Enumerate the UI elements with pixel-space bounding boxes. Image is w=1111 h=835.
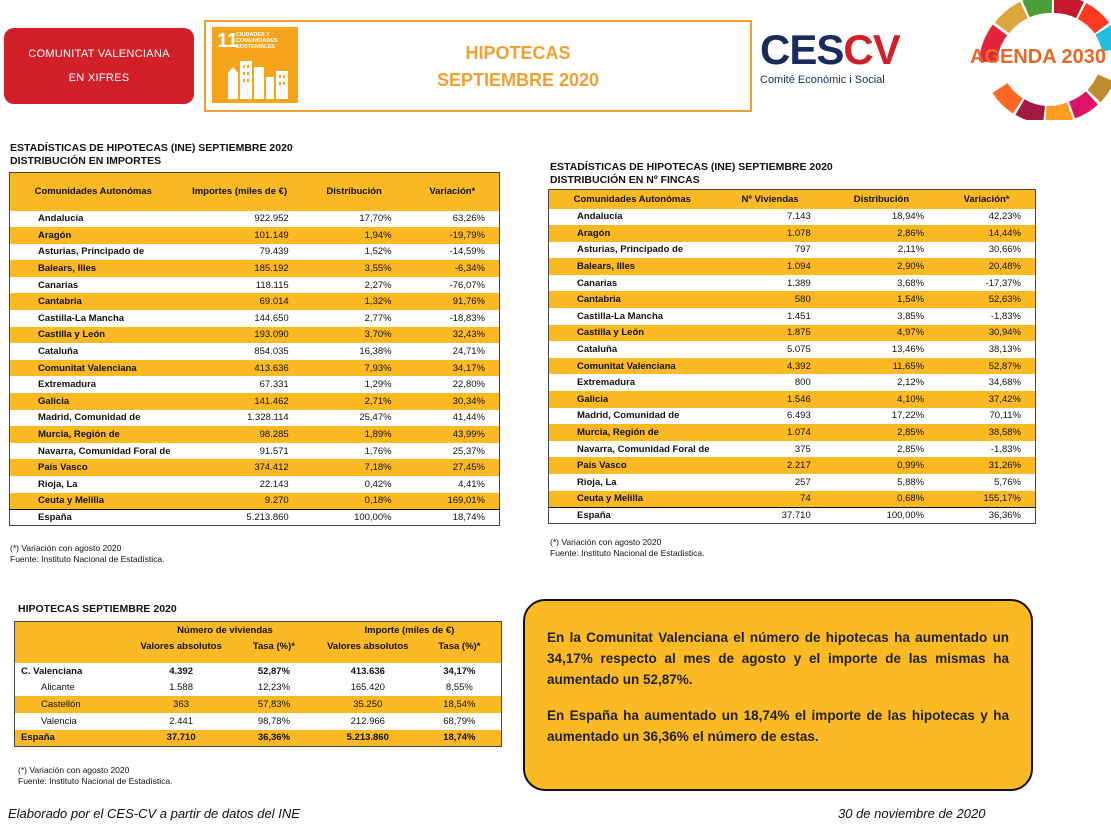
table-row <box>549 491 1036 508</box>
cv-cell: 35.250 <box>318 696 418 713</box>
cv-cell: 12,23% <box>257 682 291 694</box>
fincas-cell: 257 <box>794 476 811 488</box>
importes-header-3: Variación* <box>406 173 500 211</box>
cv-cell: Valencia <box>41 715 77 727</box>
fincas-cell: 37.710 <box>716 507 825 524</box>
fincas-cell: Navarra, Comunidad Foral de <box>577 443 710 455</box>
table-row <box>549 308 1036 325</box>
cv-header-blank <box>15 622 133 639</box>
table-row <box>10 493 500 510</box>
fincas-cell: 74 <box>716 491 825 508</box>
table-row <box>15 730 502 747</box>
importes-header-1: Importes (miles de €) <box>177 173 303 211</box>
importes-cell: Balears, Illes <box>10 260 177 277</box>
importes-cell: 4,41% <box>458 478 485 490</box>
importes-cell: 169,01% <box>406 493 500 510</box>
cv-cell: 5.213.860 <box>318 730 418 747</box>
fincas-header-2: Distribución <box>825 190 938 209</box>
cv-cell: España <box>15 730 133 747</box>
cv-cell: 4.392 <box>169 665 193 677</box>
table-row <box>10 376 500 393</box>
table-row <box>549 258 1036 275</box>
importes-cell: Andalucía <box>38 213 84 225</box>
importes-cell: 69.014 <box>177 293 303 310</box>
table-row <box>549 225 1036 242</box>
summary-paragraph-1: En la Comunitat Valenciana el número de hipotecas ha aumentado un 34,17% respecto al mes de agosto y el importe de las mismas ha aumentado un 52,87%. <box>547 630 1009 687</box>
importes-cell: Canarias <box>38 279 79 291</box>
fincas-cell: Madrid, Comunidad de <box>577 410 680 422</box>
summary-paragraph-2: En España ha aumentado un 18,74% el importe de las hipotecas y ha aumentado un 36,36% el número de estas. <box>547 708 1009 744</box>
fincas-note2: Fuente: Instituto Nacional de Estadística. <box>550 548 705 558</box>
importes-cell: 1,29% <box>364 379 392 391</box>
importes-cell: 185.192 <box>177 260 303 277</box>
cv-cell: 18,54% <box>418 696 502 713</box>
fincas-cell: 18,94% <box>891 211 925 223</box>
fincas-cell: 52,87% <box>938 358 1035 375</box>
table-row <box>549 291 1036 308</box>
fincas-cell: 42,23% <box>988 211 1021 223</box>
cv-note2: Fuente: Instituto Nacional de Estadística. <box>18 776 173 786</box>
fincas-cell: 4,10% <box>825 391 938 408</box>
cv-group1-header: Número de viviendas <box>132 622 318 639</box>
fincas-note1: (*) Variación con agosto 2020 <box>550 537 662 547</box>
fincas-cell: 800 <box>794 377 811 389</box>
importes-cell: 1,32% <box>303 293 406 310</box>
importes-cell: 854.035 <box>254 346 289 358</box>
importes-cell: 3,55% <box>303 260 406 277</box>
fincas-cell: 4.392 <box>716 358 825 375</box>
badge-line1: COMUNITAT VALENCIANA <box>28 48 170 60</box>
table-row <box>549 441 1036 458</box>
table-row <box>10 211 500 228</box>
cescv-logo-ces: CES <box>760 26 844 73</box>
cv-cell: 8,55% <box>445 682 473 694</box>
importes-cell: 413.636 <box>177 360 303 377</box>
fincas-cell: 797 <box>794 244 811 256</box>
table-row <box>15 696 502 713</box>
fincas-cell: 6.493 <box>786 410 811 422</box>
fincas-cell: 2,85% <box>825 424 938 441</box>
fincas-cell: 375 <box>794 443 811 455</box>
fincas-cell: Rioja, La <box>577 476 617 488</box>
importes-cell: Rioja, La <box>38 478 78 490</box>
fincas-cell: 38,13% <box>988 344 1021 356</box>
fincas-notes <box>550 537 705 559</box>
importes-cell: 141.462 <box>177 393 303 410</box>
importes-cell: 1,89% <box>303 426 406 443</box>
fincas-cell: 580 <box>716 291 825 308</box>
importes-cell: 1,94% <box>303 227 406 244</box>
comunitat-valenciana-badge <box>4 28 194 104</box>
table-row <box>10 410 500 427</box>
fincas-cell: España <box>549 507 716 524</box>
cescv-logo <box>760 28 900 98</box>
fincas-cell: Castilla-La Mancha <box>577 310 664 322</box>
importes-cell: Aragón <box>10 227 177 244</box>
fincas-cell: 100,00% <box>825 507 938 524</box>
importes-cell: 24,71% <box>452 346 485 358</box>
cv-header-spacer <box>15 655 502 663</box>
fincas-cell: Balears, Illes <box>549 258 716 275</box>
fincas-cell: 3,85% <box>897 310 925 322</box>
footer-source: Elaborado por el CES-CV a partir de datos del INE <box>8 806 300 821</box>
table-row <box>15 713 502 730</box>
title-line1: HIPOTECAS <box>465 43 571 63</box>
fincas-cell: 1.875 <box>716 325 825 342</box>
footer-date: 30 de noviembre de 2020 <box>838 806 986 821</box>
cv-cell: Alicante <box>41 682 75 694</box>
importes-notes <box>10 543 165 565</box>
badge-line2: EN XIFRES <box>68 72 130 84</box>
importes-cell: 34,17% <box>406 360 500 377</box>
cv-group2-header: Importe (miles de €) <box>318 622 502 639</box>
cv-cell: 413.636 <box>350 665 385 677</box>
importes-cell: 22,80% <box>452 379 485 391</box>
importes-cell: 79.439 <box>259 246 289 258</box>
cv-note1: (*) Variación con agosto 2020 <box>18 765 130 775</box>
importes-cell: 67.331 <box>259 379 289 391</box>
importes-cell: Asturias, Principado de <box>38 246 145 258</box>
table-row <box>549 325 1036 342</box>
importes-cell: 63,26% <box>452 213 485 225</box>
cv-cell: 52,87% <box>257 665 291 677</box>
cv-cell: 2.441 <box>169 715 193 727</box>
fincas-cell: Murcia, Región de <box>549 424 716 441</box>
fincas-cell: 52,63% <box>938 291 1035 308</box>
table-row <box>10 509 500 526</box>
importes-cell: -19,79% <box>406 227 500 244</box>
page-title <box>206 40 750 94</box>
importes-cell: Castilla y León <box>10 327 177 344</box>
importes-cell: Comunitat Valenciana <box>10 360 177 377</box>
table-row <box>10 459 500 476</box>
table-row <box>10 227 500 244</box>
fincas-cell: -1,83% <box>990 443 1021 455</box>
table-row <box>549 242 1036 259</box>
importes-cell: 32,43% <box>406 327 500 344</box>
table-row <box>10 260 500 277</box>
table-row <box>549 341 1036 358</box>
fincas-cell: 3,68% <box>897 277 925 289</box>
cescv-logo-cv: CV <box>843 26 900 73</box>
sdg-number: 11 <box>217 30 239 52</box>
table-row <box>10 426 500 443</box>
fincas-table <box>548 189 1036 524</box>
fincas-cell: 5,88% <box>897 476 925 488</box>
importes-cell: 17,70% <box>359 213 392 225</box>
importes-cell: España <box>10 509 177 526</box>
importes-cell: 0,18% <box>303 493 406 510</box>
cv-subheader-blank <box>15 638 133 655</box>
fincas-cell: 38,58% <box>938 424 1035 441</box>
importes-title-line2: DISTRIBUCIÓN EN IMPORTES <box>10 155 162 167</box>
table-row <box>549 507 1036 524</box>
importes-cell: Navarra, Comunidad Foral de <box>38 445 171 457</box>
fincas-cell: 2,85% <box>897 443 925 455</box>
table-row <box>15 663 502 680</box>
fincas-cell: 36,36% <box>938 507 1035 524</box>
fincas-title-line1: ESTADÍSTICAS DE HIPOTECAS (INE) SEPTIEMBRE 2020 <box>550 161 833 173</box>
importes-cell: Castilla-La Mancha <box>38 312 125 324</box>
sdg-text: CIUDADES Y COMUNIDADES SOSTENIBLES <box>236 32 278 50</box>
cv-cell: 36,36% <box>230 730 318 747</box>
importes-cell: Galicia <box>10 393 177 410</box>
table-row <box>10 476 500 493</box>
importes-cell: Ceuta y Melilla <box>10 493 177 510</box>
fincas-cell: 0,99% <box>825 457 938 474</box>
fincas-cell: 17,22% <box>891 410 925 422</box>
fincas-cell: 14,44% <box>938 225 1035 242</box>
agenda-2030-logo <box>960 0 1111 120</box>
fincas-cell: 155,17% <box>938 491 1035 508</box>
importes-cell: 0,42% <box>364 478 392 490</box>
cv-table <box>14 621 502 747</box>
importes-cell: 27,45% <box>406 459 500 476</box>
importes-cell: 43,99% <box>406 426 500 443</box>
importes-cell: 3,70% <box>303 327 406 344</box>
fincas-cell: 2,12% <box>897 377 925 389</box>
cv-cell: 212.966 <box>350 715 385 727</box>
fincas-cell: 1.074 <box>716 424 825 441</box>
fincas-cell: 2,90% <box>825 258 938 275</box>
importes-cell: 41,44% <box>452 412 485 424</box>
importes-cell: 1.328.114 <box>247 412 289 424</box>
importes-title-line1: ESTADÍSTICAS DE HIPOTECAS (INE) SEPTIEMBRE 2020 <box>10 142 293 154</box>
fincas-cell: País Vasco <box>549 457 716 474</box>
cv-subheader-1: Tasa (%)* <box>230 638 318 655</box>
fincas-header-1: Nº Viviendas <box>716 190 825 209</box>
table-row <box>549 474 1036 491</box>
importes-cell: Madrid, Comunidad de <box>38 412 141 424</box>
fincas-cell: 1.546 <box>716 391 825 408</box>
importes-cell: 18,74% <box>406 509 500 526</box>
cv-cell: 363 <box>132 696 230 713</box>
cv-subheader-0: Valores absolutos <box>132 638 230 655</box>
fincas-cell: 34,68% <box>988 377 1021 389</box>
importes-cell: -18,83% <box>449 312 485 324</box>
fincas-cell: Canarias <box>577 277 618 289</box>
fincas-cell: 5.075 <box>786 344 811 356</box>
fincas-cell: 2,11% <box>897 244 925 256</box>
cv-cell: 37.710 <box>132 730 230 747</box>
fincas-cell: Cataluña <box>577 344 618 356</box>
cv-cell: 98,78% <box>257 715 291 727</box>
importes-note1: (*) Variación con agosto 2020 <box>10 543 122 553</box>
fincas-title-line2: DISTRIBUCIÓN EN Nº FINCAS <box>550 174 700 186</box>
importes-cell: 1,76% <box>364 445 392 457</box>
cescv-logo-subtitle: Comité Econòmic i Social <box>760 74 885 86</box>
fincas-cell: 13,46% <box>891 344 925 356</box>
importes-cell: 7,18% <box>303 459 406 476</box>
importes-cell: 1,52% <box>364 246 392 258</box>
title-line2: SEPTIEMBRE 2020 <box>436 70 600 90</box>
fincas-cell: -1,83% <box>990 310 1021 322</box>
fincas-cell: 1.389 <box>786 277 811 289</box>
importes-cell: 100,00% <box>303 509 406 526</box>
cv-notes <box>18 765 173 787</box>
table-row <box>10 327 500 344</box>
cv-cell: 34,17% <box>443 665 476 677</box>
fincas-cell: 7.143 <box>786 211 811 223</box>
table-row <box>15 680 502 697</box>
cv-section-title: HIPOTECAS SEPTIEMBRE 2020 <box>18 603 177 615</box>
importes-cell: 7,93% <box>303 360 406 377</box>
fincas-cell: 30,94% <box>938 325 1035 342</box>
cv-cell: 18,74% <box>418 730 502 747</box>
importes-cell: 91.571 <box>259 445 289 457</box>
fincas-cell: 37,42% <box>938 391 1035 408</box>
importes-section-title <box>10 142 293 168</box>
importes-note2: Fuente: Instituto Nacional de Estadística. <box>10 554 165 564</box>
importes-cell: 5.213.860 <box>177 509 303 526</box>
fincas-cell: 5,76% <box>994 476 1021 488</box>
table-row <box>10 393 500 410</box>
importes-cell: Extremadura <box>38 379 97 391</box>
importes-cell: 118.115 <box>255 279 289 291</box>
table-row <box>549 408 1036 425</box>
cv-cell: Castellón <box>15 696 133 713</box>
fincas-cell: 20,48% <box>938 258 1035 275</box>
table-row <box>549 358 1036 375</box>
cv-cell: C. Valenciana <box>21 665 83 677</box>
table-row <box>10 343 500 360</box>
agenda-2030-text: AGENDA 2030 <box>970 46 1106 68</box>
importes-cell: 30,34% <box>406 393 500 410</box>
importes-cell: -14,59% <box>449 246 485 258</box>
importes-cell: 16,38% <box>359 346 392 358</box>
importes-cell: 144.650 <box>254 312 289 324</box>
fincas-cell: Castilla y León <box>549 325 716 342</box>
fincas-cell: 4,97% <box>825 325 938 342</box>
importes-header-0: Comunidades Autonómas <box>10 173 177 211</box>
fincas-header-3: Variación* <box>938 190 1035 209</box>
table-row <box>10 244 500 261</box>
fincas-cell: 1.094 <box>716 258 825 275</box>
cv-subheader-3: Tasa (%)* <box>418 638 502 655</box>
importes-cell: Murcia, Región de <box>10 426 177 443</box>
fincas-cell: Asturias, Principado de <box>577 244 684 256</box>
table-row <box>10 277 500 294</box>
table-row <box>549 374 1036 391</box>
fincas-cell: Galicia <box>549 391 716 408</box>
importes-cell: 374.412 <box>177 459 303 476</box>
importes-cell: 193.090 <box>177 327 303 344</box>
fincas-cell: 1.078 <box>716 225 825 242</box>
importes-cell: 2,27% <box>364 279 392 291</box>
fincas-cell: Cantabria <box>549 291 716 308</box>
table-row <box>10 443 500 460</box>
importes-cell: 2,71% <box>303 393 406 410</box>
importes-cell: 922.952 <box>254 213 289 225</box>
importes-cell: Cataluña <box>38 346 79 358</box>
cv-cell: 68,79% <box>443 715 476 727</box>
importes-cell: 91,76% <box>406 293 500 310</box>
importes-header-2: Distribución <box>303 173 406 211</box>
importes-cell: 2,77% <box>364 312 392 324</box>
importes-cell: -6,34% <box>406 260 500 277</box>
importes-cell: 22.143 <box>259 478 289 490</box>
importes-cell: País Vasco <box>10 459 177 476</box>
cv-cell: 165.420 <box>350 682 385 694</box>
fincas-cell: 31,26% <box>938 457 1035 474</box>
fincas-cell: 30,66% <box>988 244 1021 256</box>
importes-cell: 9.270 <box>177 493 303 510</box>
fincas-cell: Ceuta y Melilla <box>549 491 716 508</box>
importes-cell: Cantabria <box>10 293 177 310</box>
fincas-cell: 2.217 <box>716 457 825 474</box>
table-row <box>10 310 500 327</box>
fincas-cell: Extremadura <box>577 377 636 389</box>
table-row <box>549 209 1036 226</box>
fincas-cell: Andalucía <box>577 211 623 223</box>
fincas-cell: 0,68% <box>825 491 938 508</box>
fincas-cell: 1.451 <box>786 310 811 322</box>
fincas-cell: 1,54% <box>825 291 938 308</box>
fincas-cell: 70,11% <box>989 410 1021 422</box>
table-row <box>549 391 1036 408</box>
fincas-cell: 11,65% <box>825 358 938 375</box>
table-row <box>549 457 1036 474</box>
table-row <box>549 424 1036 441</box>
fincas-cell: -17,37% <box>985 277 1021 289</box>
importes-cell: 101.149 <box>177 227 303 244</box>
cv-cell: 57,83% <box>230 696 318 713</box>
table-row <box>10 293 500 310</box>
importes-cell: -76,07% <box>449 279 485 291</box>
cv-cell: 1.588 <box>169 682 193 694</box>
table-row <box>549 275 1036 292</box>
fincas-cell: 2,86% <box>825 225 938 242</box>
summary-box <box>523 599 1033 791</box>
importes-table <box>9 172 500 526</box>
importes-cell: 25,37% <box>452 445 485 457</box>
fincas-header-0: Comunidades Autonómas <box>549 190 716 209</box>
fincas-cell: Aragón <box>549 225 716 242</box>
cv-subheader-2: Valores absolutos <box>318 638 418 655</box>
fincas-cell: Comunitat Valenciana <box>549 358 716 375</box>
fincas-section-title <box>550 161 833 187</box>
title-box <box>204 20 752 112</box>
importes-cell: 98.285 <box>177 426 303 443</box>
table-row <box>10 360 500 377</box>
importes-cell: 25,47% <box>359 412 392 424</box>
